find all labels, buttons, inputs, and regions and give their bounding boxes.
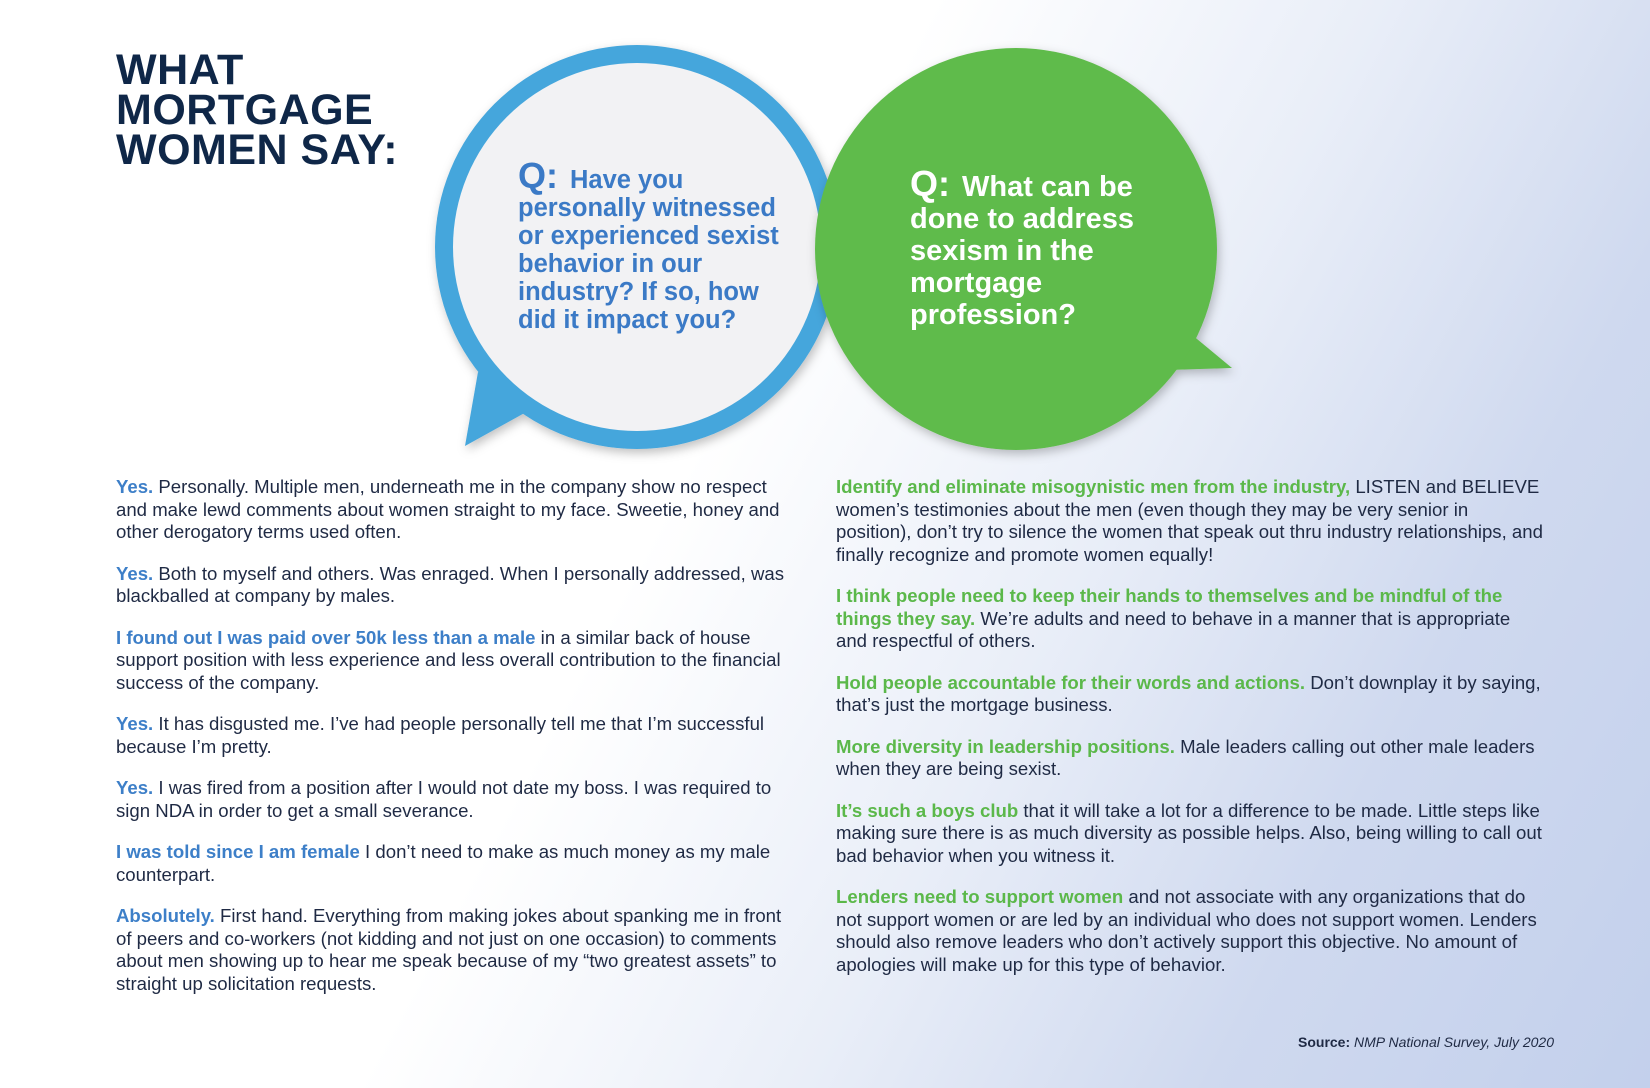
answer-text: We’re adults and need to behave in a manner that is appropriate and respectful of others.	[836, 607, 1511, 651]
answer-text: Male leaders calling out other male leaders when they are being sexist.	[836, 735, 1535, 779]
answer-item	[116, 777, 796, 822]
question-1-prefix: Q:	[518, 155, 558, 196]
answer-text: I don’t need to make as much money as my male counterpart.	[116, 841, 771, 885]
answer-text: Both to myself and others. Was enraged. When I personally addressed, was blackballed at company by males.	[116, 562, 785, 606]
answer-lead: I was told since I am female	[116, 841, 360, 862]
question-2	[910, 163, 1180, 331]
answer-text: and not associate with any organizations that do not support women or are led by an individual who does not support women. Lenders should also remove leaders who don’t actively support this objective. No amount of apologies will make up for this type of behavior.	[836, 886, 1537, 975]
answer-item	[116, 713, 796, 758]
answer-lead: Yes.	[116, 476, 154, 497]
answer-item	[116, 627, 796, 695]
answers-column-right	[836, 476, 1546, 995]
question-1-text: Have you personally witnessed or experienced sexist behavior in our industry? If so, how did it impact you?	[518, 166, 779, 334]
answer-text: LISTEN and BELIEVE women’s testimonies about the men (even though they may be very senior in position), don’t try to silence the women that speak out thru industry relationships, and finally recognize and promote women equally!	[836, 476, 1543, 565]
answer-text: I was fired from a position after I would not date my boss. I was required to sign NDA in order to get a small severance.	[116, 777, 772, 821]
answer-lead: More diversity in leadership positions.	[836, 735, 1175, 757]
answer-text: Don’t downplay it by saying, that’s just the mortgage business.	[836, 671, 1541, 715]
answer-lead: Yes.	[116, 777, 154, 798]
answer-item	[116, 563, 796, 608]
source-citation	[1298, 1034, 1554, 1050]
answer-item	[836, 886, 1546, 976]
answer-item	[116, 841, 796, 886]
answer-text: It has disgusted me. I’ve had people personally tell me that I’m successful because I’m pretty.	[116, 713, 765, 757]
answer-lead: Yes.	[116, 562, 154, 584]
question-2-text: What can be done to address sexism in the mortgage profession?	[910, 171, 1134, 331]
answer-lead: Identify and eliminate misogynistic men from the industry,	[836, 476, 1351, 497]
answer-item	[116, 476, 796, 544]
answer-item	[836, 672, 1546, 717]
answer-lead: Yes.	[116, 713, 154, 734]
answers-column-left	[116, 476, 796, 1014]
answer-item	[836, 585, 1546, 653]
source-label: Source:	[1298, 1034, 1351, 1050]
answer-item	[116, 905, 796, 995]
answer-lead: Hold people accountable for their words and actions.	[836, 671, 1306, 693]
answer-lead: Lenders need to support women	[836, 886, 1124, 907]
answer-lead: I think people need to keep their hands to themselves and be mindful of the things they say.	[836, 585, 1503, 629]
answer-text: that it will take a lot for a difference to be made. Little steps like making sure there is as much diversity as possible helps. Also, being willing to call out bad behavior when you witness it.	[836, 799, 1542, 866]
question-2-prefix: Q:	[910, 163, 950, 204]
answer-lead: It’s such a boys club	[836, 799, 1019, 821]
question-1	[518, 155, 788, 334]
answer-lead: I found out I was paid over 50k less than a male	[116, 626, 536, 648]
headline-line-2: MORTGAGE	[116, 86, 374, 134]
answer-lead: Absolutely.	[116, 905, 215, 926]
answer-item	[836, 800, 1546, 868]
headline-line-1: WHAT	[116, 46, 244, 94]
answer-item	[836, 476, 1546, 566]
answer-text: First hand. Everything from making jokes about spanking me in front of peers and co-workers (not kidding and not just on one occasion) to comments about men showing up to hear me speak because of my “two greatest assets” to straight up solicitation requests.	[116, 905, 782, 994]
answer-item	[836, 736, 1546, 781]
answer-text: in a similar back of house support position with less experience and less overall contribution to the financial success of the company.	[116, 626, 781, 693]
headline-line-3: WOMEN SAY:	[116, 126, 399, 174]
source-text: NMP National Survey, July 2020	[1354, 1034, 1554, 1050]
answer-text: Personally. Multiple men, underneath me in the company show no respect and make lewd comments about women straight to my face. Sweetie, honey and other derogatory terms used often.	[116, 476, 780, 542]
